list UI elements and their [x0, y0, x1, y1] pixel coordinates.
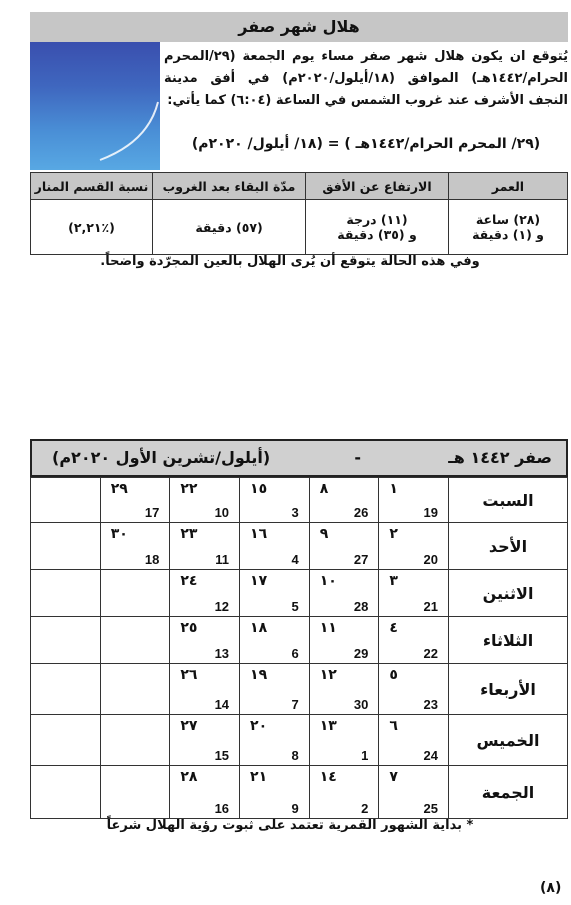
illumination-header: نسبة القسم المنار: [31, 173, 153, 200]
gregorian-day: 26: [353, 505, 369, 520]
calendar-cell: [379, 664, 449, 715]
weekday-label: الأربعاء: [449, 664, 568, 715]
calendar-cell: [170, 523, 240, 570]
calendar-row: [31, 478, 568, 523]
calendar-cell: [240, 523, 310, 570]
hijri-day: ٢: [389, 526, 398, 542]
age-header: العمر: [449, 173, 568, 200]
hijri-day: ٢٤: [180, 573, 198, 589]
calendar-cell: [31, 570, 101, 617]
hijri-day: ١٠: [319, 573, 337, 589]
hijri-day: ٢٣: [180, 526, 198, 542]
calendar-cell: [170, 766, 240, 819]
age-hours: (٢٨) ساعة: [475, 212, 541, 227]
info-value-row: [31, 200, 568, 255]
gregorian-day: 10: [214, 505, 230, 520]
date-equation: (٢٩/ المحرم الحرام/١٤٤٢هـ ) = (١٨/ أيلول/ ٢٠٢٠م): [191, 136, 541, 152]
gregorian-day: 2: [361, 801, 369, 816]
gregorian-day: 18: [144, 552, 160, 567]
hijri-day: ١٣: [319, 718, 337, 734]
hijri-day: ١٩: [250, 667, 268, 683]
calendar-cell: [309, 523, 379, 570]
page-title: هلال شهر صفر: [30, 12, 568, 42]
hijri-day: ١٧: [250, 573, 268, 589]
hijri-day: ٦: [389, 718, 398, 734]
altitude-minutes: و (٣٥) دقيقة: [337, 227, 417, 242]
calendar-row: [31, 570, 568, 617]
gregorian-day: 13: [214, 646, 230, 661]
gregorian-day: 19: [423, 505, 438, 520]
moon-info-table: [30, 172, 568, 255]
calendar-row: [31, 523, 568, 570]
calendar-cell: [100, 715, 170, 766]
calendar-cell: [240, 478, 310, 523]
altitude-value: [306, 200, 449, 255]
gregorian-day: 21: [423, 599, 438, 614]
gregorian-day: 15: [214, 748, 230, 763]
gregorian-day: 29: [353, 646, 369, 661]
page-number: (٨): [540, 880, 562, 896]
calendar-cell: [379, 478, 449, 523]
weekday-label: الأحد: [449, 523, 568, 570]
hijri-day: ٣: [389, 573, 398, 589]
gregorian-day: 28: [353, 599, 369, 614]
calendar-row: [31, 766, 568, 819]
hijri-day: ٥: [389, 667, 398, 683]
calendar-cell: [379, 715, 449, 766]
gregorian-day: 20: [423, 552, 438, 567]
hijri-day: ٨: [319, 481, 329, 497]
hijri-day: ١٤: [319, 769, 337, 785]
hijri-day: ٩: [319, 526, 329, 542]
altitude-header: الارتفاع عن الأفق: [306, 173, 449, 200]
hijri-day: ١: [389, 481, 398, 497]
gregorian-day: 16: [214, 801, 230, 816]
duration-value: (٥٧) دقيقة: [153, 200, 306, 255]
gregorian-day: 7: [291, 697, 299, 712]
hijri-day: ٢٨: [180, 769, 198, 785]
calendar-cell: [31, 715, 101, 766]
gregorian-day: 8: [291, 748, 299, 763]
gregorian-day: 17: [144, 505, 160, 520]
calendar-cell: [100, 523, 170, 570]
gregorian-day: 11: [215, 552, 230, 567]
calendar-cell: [31, 766, 101, 819]
calendar-grid: [30, 477, 568, 819]
hijri-day: ٢٠: [250, 718, 268, 734]
calendar-cell: [240, 570, 310, 617]
gregorian-day: 30: [353, 697, 369, 712]
gregorian-day: 14: [214, 697, 230, 712]
hijri-day: ٢٩: [110, 481, 128, 497]
hijri-month-title: صفر ١٤٤٢ هـ: [448, 448, 552, 467]
calendar-cell: [309, 570, 379, 617]
calendar-row: [31, 617, 568, 664]
calendar-cell: [379, 523, 449, 570]
info-header-row: [31, 173, 568, 200]
calendar-cell: [170, 664, 240, 715]
age-value: [449, 200, 568, 255]
age-minutes: و (١) دقيقة: [472, 227, 544, 242]
gregorian-day: 4: [291, 552, 299, 567]
calendar-row: [31, 664, 568, 715]
calendar-cell: [31, 523, 101, 570]
calendar-cell: [100, 478, 170, 523]
hijri-day: ١١: [319, 620, 337, 636]
calendar-cell: [170, 570, 240, 617]
hijri-day: ١٥: [250, 481, 268, 497]
hijri-day: ٢٢: [180, 481, 198, 497]
calendar-cell: [100, 570, 170, 617]
footnote: * بداية الشهور القمرية تعتمد على ثبوت رؤية الهلال شرعاً: [106, 818, 474, 833]
illumination-value: (٪٢,٢١): [31, 200, 153, 255]
hijri-day: ١٨: [250, 620, 268, 636]
calendar-cell: [309, 478, 379, 523]
gregorian-day: 9: [291, 801, 299, 816]
calendar-cell: [240, 766, 310, 819]
crescent-moon-image: [30, 42, 160, 170]
duration-header: مدّة البقاء بعد الغروب: [153, 173, 306, 200]
hijri-day: ١٢: [319, 667, 337, 683]
calendar-cell: [100, 766, 170, 819]
calendar-cell: [100, 617, 170, 664]
intro-paragraph: [164, 46, 568, 112]
gregorian-day: 25: [423, 801, 438, 816]
weekday-label: الخميس: [449, 715, 568, 766]
hijri-day: ٧: [389, 769, 398, 785]
calendar-cell: [100, 664, 170, 715]
hijri-day: ٤: [389, 620, 398, 636]
weekday-label: الثلاثاء: [449, 617, 568, 664]
calendar-cell: [379, 570, 449, 617]
title-separator: -: [354, 448, 361, 467]
gregorian-day: 3: [291, 505, 299, 520]
gregorian-day: 12: [214, 599, 230, 614]
calendar-cell: [309, 715, 379, 766]
gregorian-month-title: (أيلول/تشرين الأول ٢٠٢٠م): [52, 448, 271, 467]
calendar-cell: [379, 766, 449, 819]
visibility-note: وفي هذه الحالة يتوقع أن يُرى الهلال بالعين المجرّدة واضحاً.: [100, 254, 480, 269]
calendar-cell: [240, 715, 310, 766]
gregorian-day: 5: [291, 599, 299, 614]
hijri-day: ٢٥: [180, 620, 198, 636]
hijri-day: ١٦: [250, 526, 268, 542]
hijri-day: ٣٠: [110, 526, 128, 542]
calendar-cell: [31, 664, 101, 715]
calendar-cell: [309, 617, 379, 664]
altitude-degrees: (١١) درجة: [346, 212, 408, 227]
hijri-day: ٢١: [250, 769, 268, 785]
weekday-label: السبت: [449, 478, 568, 523]
calendar-row: [31, 715, 568, 766]
calendar-cell: [309, 664, 379, 715]
hijri-day: ٢٦: [180, 667, 198, 683]
gregorian-day: 23: [423, 697, 438, 712]
calendar-cell: [309, 766, 379, 819]
gregorian-day: 22: [423, 646, 438, 661]
calendar-cell: [31, 478, 101, 523]
calendar-cell: [379, 617, 449, 664]
gregorian-day: 27: [353, 552, 369, 567]
calendar-cell: [31, 617, 101, 664]
gregorian-day: 1: [361, 748, 369, 763]
calendar-cell: [170, 617, 240, 664]
intro-text: يُتوقع ان يكون هلال شهر صفر مساء يوم الجمعة (٢٩/المحرم الحرام/١٤٤٢هـ) الموافق (١٨/أيلول/٢٠٢٠م) في أفق مدينة النجف الأشرف عند غروب الشمس في الساعة (٦:٠٤) كما يأتي:: [164, 49, 568, 108]
calendar-header: [30, 439, 568, 477]
gregorian-day: 24: [423, 748, 438, 763]
calendar-cell: [240, 664, 310, 715]
hijri-day: ٢٧: [180, 718, 198, 734]
calendar-cell: [240, 617, 310, 664]
weekday-label: الاثنين: [449, 570, 568, 617]
calendar-cell: [170, 478, 240, 523]
crescent-icon: [30, 42, 160, 170]
calendar-cell: [170, 715, 240, 766]
weekday-label: الجمعة: [449, 766, 568, 819]
gregorian-day: 6: [291, 646, 299, 661]
